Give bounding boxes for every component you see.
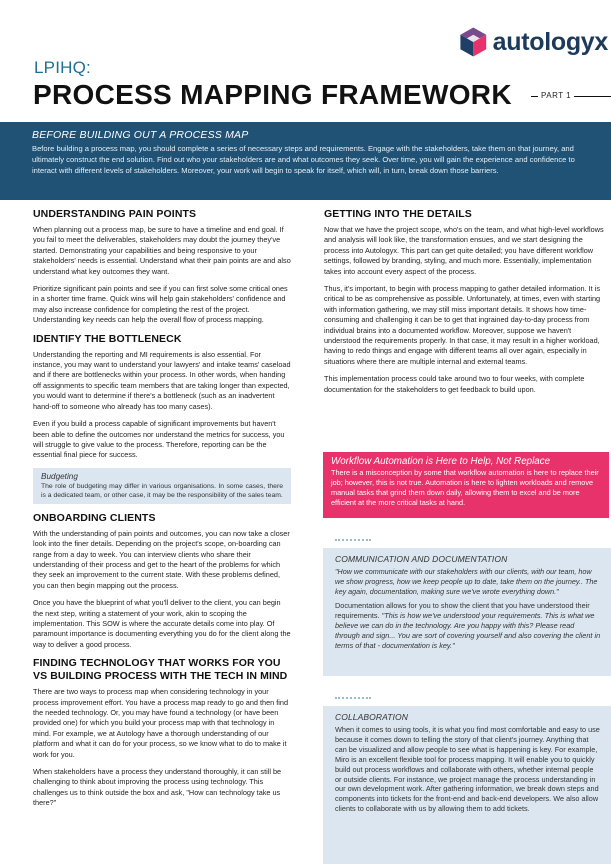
- divider: [335, 539, 371, 541]
- paragraph: This implementation process could take around two to four weeks, with complete documentation for the stakeholders to get feedback to build upon.: [324, 374, 585, 394]
- banner-title: BEFORE BUILDING OUT A PROCESS MAP: [32, 129, 249, 141]
- section-heading: IDENTIFY THE BOTTLENECK: [33, 332, 182, 345]
- part-label: PART 1: [538, 91, 574, 100]
- paragraph: There are two ways to process map when considering technology in your process improvement effort. You have a process map ready to go and then find the needed technology. Or, you may have found a technology (or have been provided one) for which you build your process map with that technology in mind. For example, we at Autology have a thorough understanding of our platform and what it can do for your process, so we know what to do to make it work for you.: [33, 687, 289, 759]
- paragraph: Once you have the blueprint of what you'll deliver to the client, you can begin the next step, writing a statement of your work, akin to scoping the implementation. This SOW is where the accurate details come into play. Of paramount importance is documenting everything you do for the client along the way to deliver a good process.: [33, 598, 291, 649]
- section-heading: GETTING INTO THE DETAILS: [324, 208, 472, 220]
- brand-logo: [458, 22, 608, 62]
- page-title: PROCESS MAPPING FRAMEWORK: [33, 79, 512, 110]
- callout-title: Budgeting: [41, 471, 78, 481]
- paragraph: Now that we have the project scope, who's on the team, and what high-level workflows and analysis will look like, the transformation ensues, and we start designing the process into Autologyx. This part can get quite detailed; you have different workflow settings, followed by branding, styling, and much more. Essentially, implementation takes into account every aspect of the process.: [324, 225, 604, 276]
- paragraph: Even if you build a process capable of significant improvements but haven't been able to define the outcomes nor understand the metrics for success, you will struggle to give value to the process. Therefore, reporting can be the essential final piece for success.: [33, 419, 285, 460]
- hexagon-cube-logo-icon: [458, 22, 489, 62]
- box-body-text: Documentation allows for you to show the client that you have understood their requirements.: [335, 601, 590, 621]
- callout-title: Workflow Automation is Here to Help, Not Replace: [331, 456, 551, 467]
- section-heading: UNDERSTANDING PAIN POINTS: [33, 208, 197, 220]
- intro-banner: [0, 122, 611, 200]
- brand-name: autologyx: [492, 27, 608, 56]
- box-body: When it comes to using tools, it is what you find most comfortable and easy to use because it comes down to telling the story of that client's journey. Anything that can be visualized and allow people to see what is happening is key. For example, Miro is an excellent flexible tool for process mapping. It will enable you to quickly build out process workflows and collaborate with others, whether internal people or outside clients. For instance, we project manage the process understanding in our own development work. After gathering information, we break down steps and components into tickets for the front-end and back-end developers. We also allow clients to collaborate with us by allowing them to add tickets.: [335, 725, 600, 814]
- paragraph: Thus, it's important, to begin with process mapping to gather detailed information. It is critical to be as comprehensive as possible. Unfortunately, at times, even with starting with information gathering, we may still miss important details. It shows how time-consuming and challenging it can be to get that ingrained day-to-day process from individual brains into a documented workflow. Moreover, suppose we haven't understood the requirements properly. In that case, it may result in a higher workload, having to redo things and engage with different teams all over again, especially in situations where there are multiple internal and external teams.: [324, 284, 601, 366]
- section-technology: [33, 657, 291, 808]
- paragraph: Understanding the reporting and MI requirements is also essential. For instance, you may want to understand your lawyers' and intake teams' caseload and if there are bottlenecks within your process. In other words, when handing off assignments to specific team members that are taking longer than expected, you would want to determine if there's a bottleneck (such as an inadvertent hand-off to someone who already has too many cases).: [33, 349, 291, 411]
- box-body-quote: "This is how we've understood your requirements. This is what we believe we can do in the technology. Are you happy with this? Please read through and sign... You are sort of covering yourself and also covering the client in terms of that - documentation is key.": [335, 611, 601, 651]
- callout-body: There is a misconception by some that workflow automation is here to replace their job; however, this is not true. Automation is here to lighten workloads and remove manual tasks that grind them down daily, allowing them to excel and be more efficient at the more critical tasks at hand.: [331, 468, 599, 507]
- paragraph: When planning out a process map, be sure to have a timeline and end goal. If you fail to meet the deliverables, stakeholders may doubt the journey they've started. Demonstrating your capabilities and being responsive to your stakeholders' needs is essential. Understand what their pain points are and also understand what key outcomes they want.: [33, 225, 291, 276]
- box-title: COLLABORATION: [335, 712, 408, 722]
- callout-body: The role of budgeting may differ in various organisations. In some cases, there is a dedicated team, or other case, it may be the responsibility of the sales team.: [41, 482, 283, 499]
- automation-callout: [323, 452, 609, 518]
- right-column: [324, 208, 605, 402]
- box-body: [335, 601, 601, 651]
- box-title: COMMUNICATION AND DOCUMENTATION: [335, 554, 508, 564]
- section-bottleneck: [33, 333, 291, 461]
- paragraph: Prioritize significant pain points and see if you can first solve some critical ones in a shorter time frame. Quick wins will help gain stakeholders' confidence and may also increase confidence for completing the rest of the project. Understanding key needs can help the overall flow of process mapping.: [33, 284, 288, 325]
- page-eyebrow: LPIHQ:: [34, 58, 91, 77]
- divider: [335, 697, 371, 699]
- section-heading: FINDING TECHNOLOGY THAT WORKS FOR YOU VS BUILDING PROCESS WITH THE TECH IN MIND: [33, 657, 288, 683]
- left-column: [33, 208, 291, 816]
- section-details: [324, 208, 605, 395]
- collaboration-box: [323, 706, 611, 864]
- section-onboarding: [33, 512, 291, 650]
- paragraph: With the understanding of pain points and outcomes, you can now take a closer look into the finer details. Depending on the project's scope, on-boarding can range from a day to week. You can interview clients who share their understanding of their process and get to the heart of the problems for which they seek an improvement to the current state. With these problems defined, you can then begin mapping out the process.: [33, 528, 290, 590]
- quote: "How we communicate with our stakeholders with our clients, with our team, how we show progress, how we keep people up to date, take them on the journey.. The key again, documentation, making sure we've wrote everything down.": [335, 567, 598, 596]
- section-heading: ONBOARDING CLIENTS: [33, 511, 156, 524]
- communication-box: [323, 548, 611, 676]
- paragraph: When stakeholders have a process they understand thoroughly, it can still be challenging to think about improving the process using technology. This challenges us to think outside the box and ask, "How can technology take us there?": [33, 767, 282, 808]
- section-pain-points: [33, 208, 291, 326]
- budgeting-callout: [33, 468, 291, 504]
- banner-body: Before building a process map, you should complete a series of necessary steps and requirements. Engage with the stakeholders, take them on that journey, and ultimately construct the end solution. Find out who your stakeholders are and what outcomes they seek. Over time, you will gain the experience and confidence to interact with different levels of stakeholders. Moreover, your work will begin to speak for itself, which will, in turn, break down those barriers.: [32, 144, 575, 175]
